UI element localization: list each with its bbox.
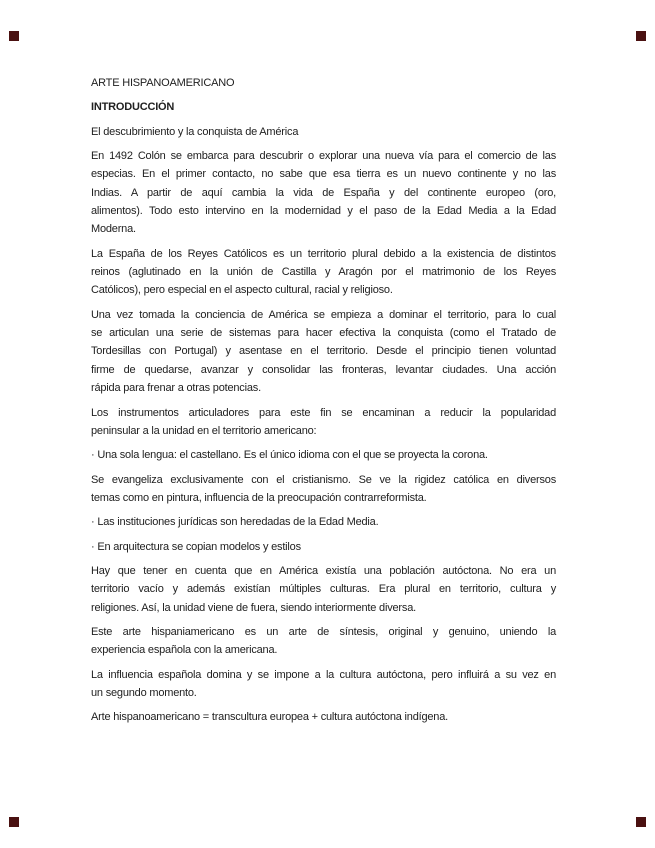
bullet-item bbox=[91, 538, 556, 556]
text-line: firme de quedarse, avanzar y consolidar las fronteras, levantar ciudades. Una acción bbox=[91, 363, 556, 376]
corner-mark bbox=[9, 31, 19, 41]
paragraph bbox=[91, 471, 556, 508]
text-line: Hay que tener en cuenta que en América existía una población autóctona. No era un bbox=[91, 564, 556, 577]
text-line: se articulan una serie de sistemas para hacer efectiva la conquista (como el Tratado de bbox=[91, 327, 556, 340]
text-line: Moderna. bbox=[91, 223, 136, 236]
paragraph bbox=[91, 147, 556, 239]
paragraph bbox=[91, 306, 556, 398]
paragraph bbox=[91, 562, 556, 617]
subheading bbox=[91, 123, 556, 141]
text-line: Arte hispanoamericano = transcultura europea + cultura autóctona indígena. bbox=[91, 711, 448, 724]
text-line: alimentos). Todo esto intervino en la modernidad y el paso de la Edad Media a la Edad bbox=[91, 205, 556, 218]
paragraph bbox=[91, 623, 556, 660]
text-line: experiencia española con la americana. bbox=[91, 644, 278, 657]
text-line: Este arte hispaniamericano es un arte de síntesis, original y genuino, uniendo la bbox=[91, 625, 556, 638]
bullet-item bbox=[91, 513, 556, 531]
text-line: un segundo momento. bbox=[91, 686, 197, 699]
paragraph bbox=[91, 666, 556, 703]
text-line: Los instrumentos articuladores para este fin se encaminan a reducir la popularidad bbox=[91, 406, 556, 419]
text-line: ARTE HISPANOAMERICANO bbox=[91, 77, 235, 89]
paragraph bbox=[91, 708, 556, 726]
bullet-item bbox=[91, 446, 556, 464]
text-line: Se evangeliza exclusivamente con el cristianismo. Se ve la rigidez católica en diversos bbox=[91, 473, 556, 486]
text-line: Tordesillas con Portugal) y asentase en el territorio. Desde el principio tienen voluntad bbox=[91, 345, 556, 358]
text-line: En 1492 Colón se embarca para descubrir o explorar una nueva vía para el comercio de las bbox=[91, 150, 556, 163]
corner-mark bbox=[9, 817, 19, 827]
document-page bbox=[91, 74, 556, 733]
text-line: rápida para frenar a otras potencias. bbox=[91, 382, 261, 395]
text-line: peninsular a la unidad en el territorio americano: bbox=[91, 424, 317, 437]
corner-mark bbox=[636, 31, 646, 41]
section-heading bbox=[91, 98, 556, 116]
text-line: reinos (aglutinado en la unión de Castilla y Aragón por el matrimonio de los Reyes bbox=[91, 266, 556, 279]
text-line: Católicos), pero especial en el aspecto cultural, racial y religioso. bbox=[91, 284, 393, 297]
text-line: · Las instituciones jurídicas son heredadas de la Edad Media. bbox=[91, 516, 379, 529]
text-line: Indias. A partir de aquí cambia la vida de España y del continente europeo (oro, bbox=[91, 186, 556, 199]
text-line: INTRODUCCIÓN bbox=[91, 101, 175, 114]
corner-mark bbox=[636, 817, 646, 827]
text-line: temas como en pintura, influencia de la preocupación contrarreformista. bbox=[91, 491, 427, 504]
text-line: El descubrimiento y la conquista de América bbox=[91, 125, 299, 138]
paragraph bbox=[91, 245, 556, 300]
paragraph bbox=[91, 404, 556, 441]
text-line: La España de los Reyes Católicos es un territorio plural debido a la existencia de distintos bbox=[91, 247, 556, 260]
document-title bbox=[91, 74, 556, 92]
text-line: · En arquitectura se copian modelos y estilos bbox=[91, 540, 301, 553]
text-line: · Una sola lengua: el castellano. Es el único idioma con el que se proyecta la corona. bbox=[91, 449, 488, 462]
text-line: especias. En el primer contacto, no sabe que esa tierra es un nuevo continente y no las bbox=[91, 168, 556, 181]
text-line: Una vez tomada la conciencia de América se empieza a dominar el territorio, para lo cual bbox=[91, 308, 556, 321]
text-line: religiones. Así, la unidad viene de fuera, siendo interiormente diversa. bbox=[91, 601, 416, 614]
text-line: territorio vacío y además existían múltiples culturas. Era plural en territorio, cultura y bbox=[91, 583, 556, 596]
text-line: La influencia española domina y se impone a la cultura autóctona, pero influirá a su vez en bbox=[91, 668, 556, 681]
